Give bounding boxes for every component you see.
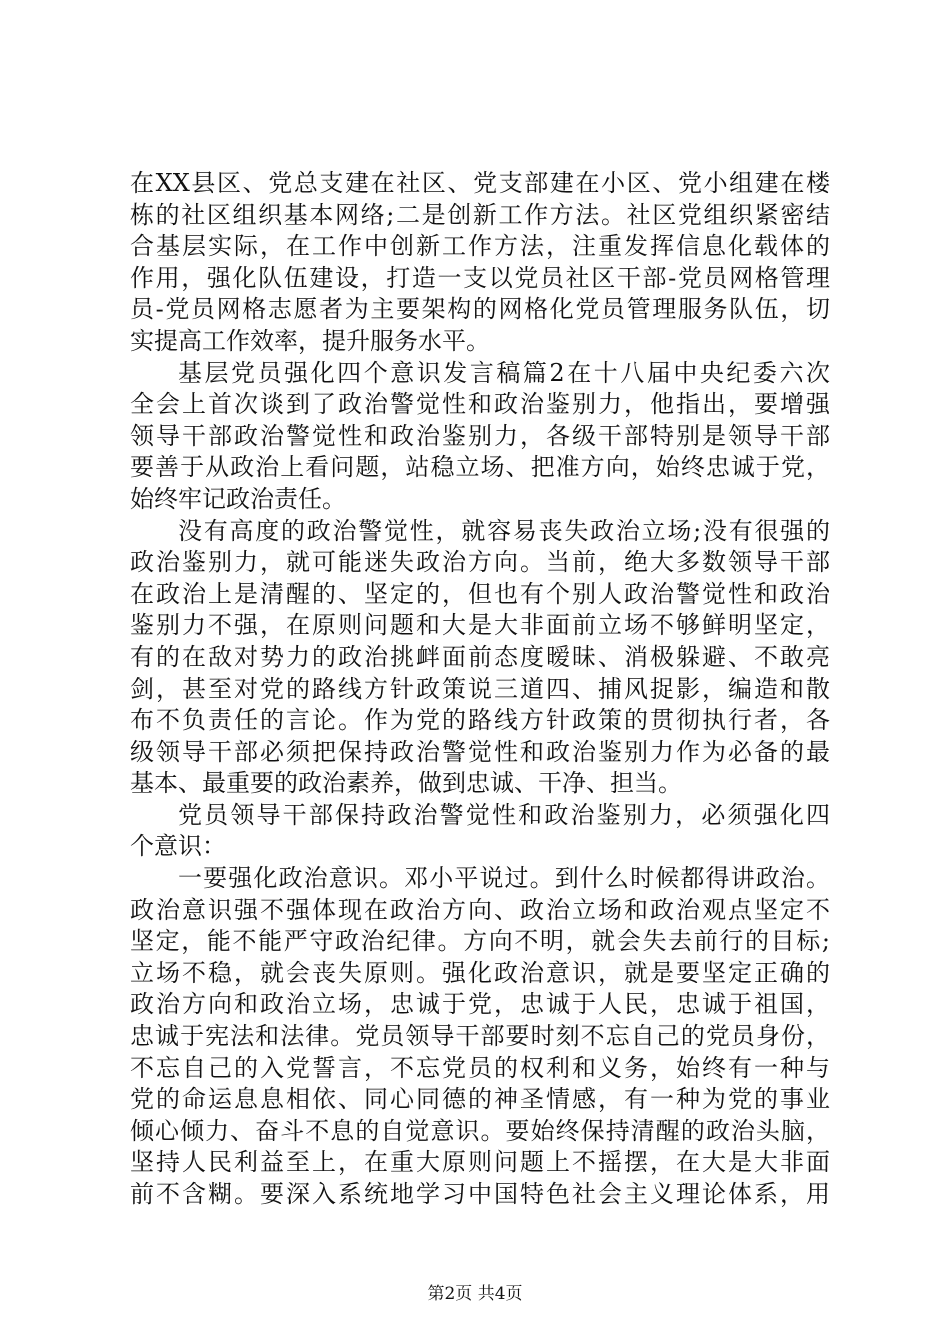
text-line: 级领导干部必须把保持政治警觉性和政治鉴别力作为必备的最	[130, 737, 830, 766]
text-line: 鉴别力不强，在原则问题和大是大非面前立场不够鲜明坚定，	[130, 611, 830, 640]
text-line: 没有高度的政治警觉性，就容易丧失政治立场;没有很强的	[178, 516, 830, 545]
text-line: 党员领导干部保持政治警觉性和政治鉴别力，必须强化四	[178, 800, 830, 829]
text-line: 在政治上是清醒的、坚定的，但也有个别人政治警觉性和政治	[130, 579, 830, 608]
text-line: 立场不稳，就会丧失原则。强化政治意识，就是要坚定正确的	[130, 958, 830, 987]
text-line: 合基层实际，在工作中创新工作方法，注重发挥信息化载体的	[130, 232, 830, 261]
text-line: 政治方向和政治立场，忠诚于党，忠诚于人民，忠诚于祖国，	[130, 990, 830, 1019]
text-line: 栋的社区组织基本网络;二是创新工作方法。社区党组织紧密结	[130, 200, 830, 229]
page-footer: 第2页 共4页	[427, 1284, 523, 1304]
text-line: 坚定，能不能严守政治纪律。方向不明，就会失去前行的目标;	[130, 927, 830, 956]
text-line: 有的在敌对势力的政治挑衅面前态度暧昧、消极躲避、不敢亮	[130, 642, 830, 671]
text-line: 前不含糊。要深入系统地学习中国特色社会主义理论体系，用	[130, 1180, 830, 1208]
text-line: 倾心倾力、奋斗不息的自觉意识。要始终保持清醒的政治头脑，	[130, 1116, 830, 1145]
text-line: 实提高工作效率，提升服务水平。	[130, 326, 490, 355]
text-line: 剑，甚至对党的路线方针政策说三道四、捕风捉影，编造和散	[130, 674, 830, 703]
text-line: 基层党员强化四个意识发言稿篇2在十八届中央纪委六次	[178, 358, 830, 387]
text-line: 始终牢记政治责任。	[130, 484, 346, 513]
text-line: 全会上首次谈到了政治警觉性和政治鉴别力，他指出，要增强	[130, 390, 830, 419]
text-line: 党的命运息息相依、同心同德的神圣情感，有一种为党的事业	[130, 1085, 830, 1114]
text-line: 作用，强化队伍建设，打造一支以党员社区干部-党员网格管理	[130, 263, 830, 292]
text-line: 个意识：	[130, 832, 226, 861]
text-line: 政治意识强不强体现在政治方向、政治立场和政治观点坚定不	[130, 895, 830, 924]
text-line: 员-党员网格志愿者为主要架构的网格化党员管理服务队伍，切	[130, 295, 830, 324]
text-line: 基本、最重要的政治素养，做到忠诚、干净、担当。	[130, 769, 682, 798]
text-line: 在XX县区、党总支建在社区、党支部建在小区、党小组建在楼	[130, 169, 830, 197]
text-line: 政治鉴别力，就可能迷失政治方向。当前，绝大多数领导干部	[130, 548, 830, 577]
text-line: 布不负责任的言论。作为党的路线方针政策的贯彻执行者，各	[130, 706, 830, 735]
text-line: 要善于从政治上看问题，站稳立场、把准方向，始终忠诚于党，	[130, 453, 830, 482]
text-line: 不忘自己的入党誓言，不忘党员的权利和义务，始终有一种与	[130, 1053, 830, 1082]
text-line: 一要强化政治意识。邓小平说过。到什么时候都得讲政治。	[178, 864, 830, 893]
text-line: 坚持人民利益至上，在重大原则问题上不摇摆，在大是大非面	[130, 1148, 830, 1177]
text-line: 领导干部政治警觉性和政治鉴别力，各级干部特别是领导干部	[130, 421, 830, 450]
text-line: 忠诚于宪法和法律。党员领导干部要时刻不忘自己的党员身份，	[130, 1022, 830, 1051]
document-body	[130, 168, 830, 1211]
